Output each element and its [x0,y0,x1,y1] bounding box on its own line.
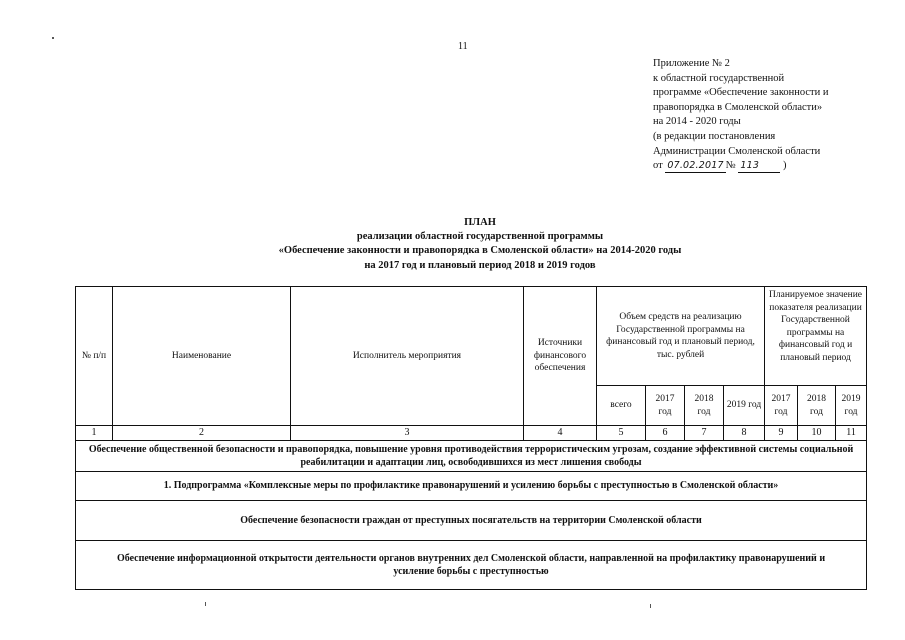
header-executor: Исполнитель мероприятия [291,287,524,426]
closing-paren: ) [783,160,787,172]
header-funding-2018: 2018 год [685,386,724,426]
number-sign: № [725,160,736,172]
goal-row: Обеспечение общественной безопасности и правопорядка, повышение уровня противодействия террористическим угрозам, создание эффективной системы социальной реабилитации и адаптации лиц, освободившихся из мест лишения свободы [76,441,867,472]
header-name: Наименование [113,287,291,426]
header-total: всего [597,386,646,426]
header-indicator-2018: 2018 год [798,386,836,426]
header-indicator-group: Планируемое значение показателя реализации Государственной программы на финансовый год и плановый период [765,287,867,386]
title-line-3: «Обеспечение законности и правопорядка в Смоленской области» на 2014-2020 годы [278,245,682,257]
column-number: 6 [646,426,685,441]
header-indicator-2017: 2017 год [765,386,798,426]
resolution-date-line [653,159,878,174]
page-number: 11 [458,41,468,52]
appendix-block [653,57,878,174]
column-number: 9 [765,426,798,441]
header-funding-group: Объем средств на реализацию Государственной программы на финансовый год и плановый период, тыс. рублей [597,287,765,386]
column-number: 3 [291,426,524,441]
header-indicator-2019: 2019 год [836,386,867,426]
column-number: 4 [524,426,597,441]
appendix-line: программе «Обеспечение законности и [653,87,829,99]
column-number: 2 [113,426,291,441]
appendix-line: Администрации Смоленской области [653,145,821,157]
title-line-1: ПЛАН [464,217,496,228]
header-sources: Источники финансового обеспечения [524,287,597,426]
column-number: 11 [836,426,867,441]
handwritten-number: 113 [738,160,780,173]
header-num: № п/п [76,287,113,426]
appendix-line: Приложение № 2 [653,58,730,69]
plan-table [75,286,867,590]
title-line-2: реализации областной государственной программы [356,231,604,243]
column-number: 7 [685,426,724,441]
header-funding-2017: 2017 год [646,386,685,426]
title-line-4: на 2017 год и плановый период 2018 и 2019 годов [364,259,596,271]
column-number: 8 [724,426,765,441]
appendix-line: на 2014 - 2020 годы [653,116,741,128]
column-number: 10 [798,426,836,441]
column-number: 5 [597,426,646,441]
scan-mark [650,604,651,608]
scan-speck [52,37,54,39]
appendix-line: (в редакции постановления [653,130,776,142]
appendix-line: к областной государственной [653,72,785,84]
handwritten-date: 07.02.2017 [667,160,724,172]
header-funding-2019: 2019 год [724,386,765,426]
appendix-line: правопорядка в Смоленской области» [653,101,823,113]
measure-row: Обеспечение информационной открытости деятельности органов внутренних дел Смоленской области, направленной на профилактику правонарушений и усиление борьбы с преступностью [76,541,867,590]
plan-title [200,216,760,273]
column-number: 1 [76,426,113,441]
subprogram-row: 1. Подпрограмма «Комплексные меры по профилактике правонарушений и усилению борьбы с преступностью в Смоленской области» [76,472,867,501]
from-prefix: от [653,160,663,172]
scan-mark [205,602,206,606]
task-row: Обеспечение безопасности граждан от преступных посягательств на территории Смоленской области [76,501,867,541]
